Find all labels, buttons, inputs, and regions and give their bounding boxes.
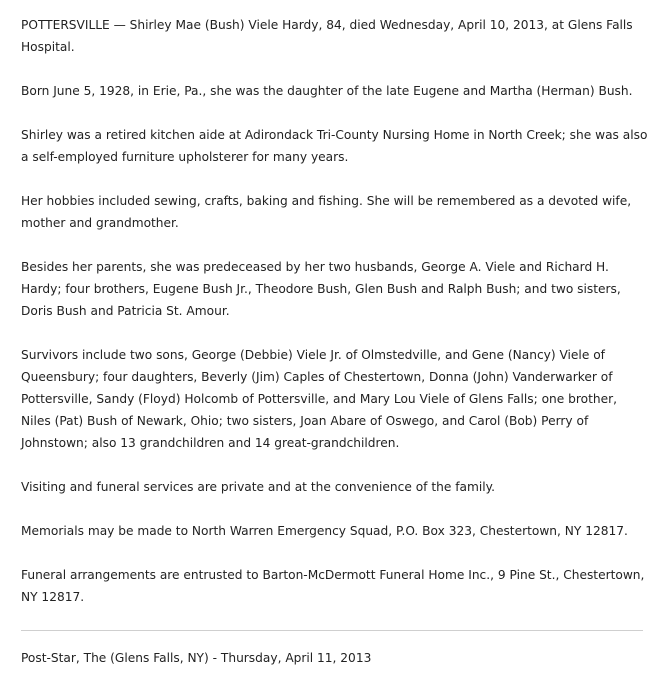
paragraph-survivors: Survivors include two sons, George (Debbie) Viele Jr. of Olmstedville, and Gene (Nancy) Viele of Queensbury; four daughters, Beverly (Jim) Caples of Chestertown, Donna (John) Vanderwarker of Pottersville, Sandy (Floyd) Holcomb of Pottersville, and Mary Lou Viele of Glens Falls; one brother, Niles (Pat) Bush of Newark, Ohio; two sisters, Joan Abare of Oswego, and Carol (Bob) Perry of Johnstown; also 13 grandchildren and 14 great-grandchildren. xyxy=(21,348,617,450)
source-citation: Post-Star, The (Glens Falls, NY) - Thursday, April 11, 2013 xyxy=(21,651,372,665)
paragraph-hobbies: Her hobbies included sewing, crafts, baking and fishing. She will be remembered as a devoted wife, mother and grandmother. xyxy=(21,194,632,230)
paragraph-birth: Born June 5, 1928, in Erie, Pa., she was the daughter of the late Eugene and Martha (Herman) Bush. xyxy=(21,84,633,98)
paragraph-career: Shirley was a retired kitchen aide at Adirondack Tri-County Nursing Home in North Creek; she was also a self-employed furniture upholsterer for many years. xyxy=(21,128,648,164)
paragraph-predeceased: Besides her parents, she was predeceased by her two husbands, George A. Viele and Richard H. Hardy; four brothers, Eugene Bush Jr., Theodore Bush, Glen Bush and Ralph Bush; and two sisters, Doris Bush and Patricia St. Amour. xyxy=(21,260,621,318)
paragraph-memorials: Memorials may be made to North Warren Emergency Squad, P.O. Box 323, Chestertown, NY 12817. xyxy=(21,524,628,538)
paragraph-death-notice: POTTERSVILLE — Shirley Mae (Bush) Viele Hardy, 84, died Wednesday, April 10, 2013, at Glens Falls Hospital. xyxy=(21,18,633,54)
paragraph-services: Visiting and funeral services are private and at the convenience of the family. xyxy=(21,480,495,494)
divider xyxy=(21,630,643,631)
paragraph-arrangements: Funeral arrangements are entrusted to Barton-McDermott Funeral Home Inc., 9 Pine St., Chestertown, NY 12817. xyxy=(21,568,645,604)
